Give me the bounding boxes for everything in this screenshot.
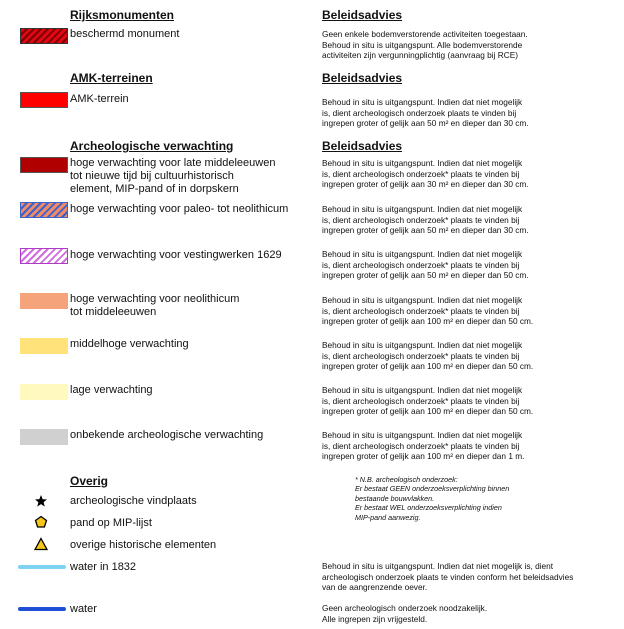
pentagon-icon	[34, 515, 48, 529]
vestingwerken-label: hoge verwachting voor vestingwerken 1629	[70, 249, 282, 261]
beschermd-monument-swatch	[20, 28, 68, 44]
paleo-neolithicum-label: hoge verwachting voor paleo- tot neolithicum	[70, 203, 289, 215]
neolithicum-middeleeuwen-swatch	[20, 293, 68, 309]
advice-amk: Behoud in situ is uitgangspunt. Indien dat niet mogelijk is, dient archeologisch onderzoek plaats te vinden bij ingrepen groter of gelijk aan 50 m² en dieper dan 30 cm.	[322, 97, 529, 129]
onbekende-label: onbekende archeologische verwachting	[70, 429, 264, 441]
archeologische-verwachting-heading: Archeologische verwachting	[70, 139, 234, 153]
water-line	[18, 607, 66, 611]
advice-middelhoog: Behoud in situ is uitgangspunt. Indien dat niet mogelijk is, dient archeologisch onderzoek* plaats te vinden bij ingrepen groter of gelijk aan 100 m² en dieper dan 50 cm.	[322, 340, 534, 372]
lage-label: lage verwachting	[70, 384, 153, 396]
beleidsadvies-heading-2: Beleidsadvies	[322, 71, 403, 85]
late-middeleeuwen-swatch	[20, 157, 68, 173]
water-label: water	[70, 603, 97, 615]
beschermd-monument-label: beschermd monument	[70, 28, 180, 40]
historische-elementen-label: overige historische elementen	[70, 539, 217, 551]
neolithicum-middeleeuwen-label: hoge verwachting voor neolithicum tot middeleeuwen	[70, 293, 240, 318]
rijksmonumenten-heading: Rijksmonumenten	[70, 8, 175, 22]
mip-pand-label: pand op MIP-lijst	[70, 517, 152, 529]
amk-terrein-swatch	[20, 92, 68, 108]
advice-vesting: Behoud in situ is uitgangspunt. Indien dat niet mogelijk is, dient archeologisch onderzoek* plaats te vinden bij ingrepen groter of gelijk aan 50 m² en dieper dan 50 cm.	[322, 249, 529, 281]
middelhoge-swatch	[20, 338, 68, 354]
vestingwerken-swatch	[20, 248, 68, 264]
paleo-neolithicum-swatch	[20, 202, 68, 218]
amk-terreinen-heading: AMK-terreinen	[70, 71, 153, 85]
water-1832-line	[18, 565, 66, 569]
advice-water: Geen archeologisch onderzoek noodzakelijk. Alle ingrepen zijn vrijgesteld.	[322, 603, 488, 624]
advice-water-1832: Behoud in situ is uitgangspunt. Indien dat niet mogelijk is, dient archeologisch onderzoek plaats te vinden conform het beleidsadvies van de aangrenzende oever.	[322, 561, 574, 593]
onbekende-swatch	[20, 429, 68, 445]
amk-terrein-label: AMK-terrein	[70, 93, 129, 105]
advice-monument: Geen enkele bodemverstorende activiteiten toegestaan. Behoud in situ is uitgangspunt. Alle bodemverstorende activiteiten zijn vergunningplichtig (aanvraag bij RCE)	[322, 29, 528, 61]
lage-swatch	[20, 384, 68, 400]
advice-neolithicum: Behoud in situ is uitgangspunt. Indien dat niet mogelijk is, dient archeologisch onderzoek* plaats te vinden bij ingrepen groter of gelijk aan 100 m² en dieper dan 50 cm.	[322, 295, 534, 327]
water-1832-label: water in 1832	[70, 561, 137, 573]
beleidsadvies-heading-1: Beleidsadvies	[322, 8, 403, 22]
middelhoge-label: middelhoge verwachting	[70, 338, 189, 350]
beleidsadvies-heading-3: Beleidsadvies	[322, 139, 403, 153]
late-middeleeuwen-label: hoge verwachting voor late middeleeuwen tot nieuwe tijd bij cultuurhistorisch element, MIP-pand of in dorpskern	[70, 157, 276, 195]
overig-heading: Overig	[70, 474, 109, 488]
advice-onbekend: Behoud in situ is uitgangspunt. Indien dat niet mogelijk is, dient archeologisch onderzoek* plaats te vinden bij ingrepen groter of gelijk aan 100 m² en dieper dan 1 m.	[322, 430, 525, 462]
vindplaats-label: archeologische vindplaats	[70, 495, 197, 507]
footnote-onderzoek: * N.B. archeologisch onderzoek: Er bestaat GEEN onderzoeksverplichting binnen bestaande bouwvlakken. Er bestaat WEL onderzoeksverplichting indien MIP-pand aanwezig.	[355, 475, 510, 522]
triangle-icon	[34, 537, 48, 551]
advice-late-middeleeuwen: Behoud in situ is uitgangspunt. Indien dat niet mogelijk is, dient archeologisch onderzoek* plaats te vinden bij ingrepen groter of gelijk aan 30 m² en dieper dan 30 cm.	[322, 158, 529, 190]
star-icon	[34, 494, 48, 508]
advice-laag: Behoud in situ is uitgangspunt. Indien dat niet mogelijk is, dient archeologisch onderzoek* plaats te vinden bij ingrepen groter of gelijk aan 100 m² en dieper dan 50 cm.	[322, 385, 534, 417]
advice-paleo: Behoud in situ is uitgangspunt. Indien dat niet mogelijk is, dient archeologisch onderzoek* plaats te vinden bij ingrepen groter of gelijk aan 50 m² en dieper dan 30 cm.	[322, 204, 529, 236]
